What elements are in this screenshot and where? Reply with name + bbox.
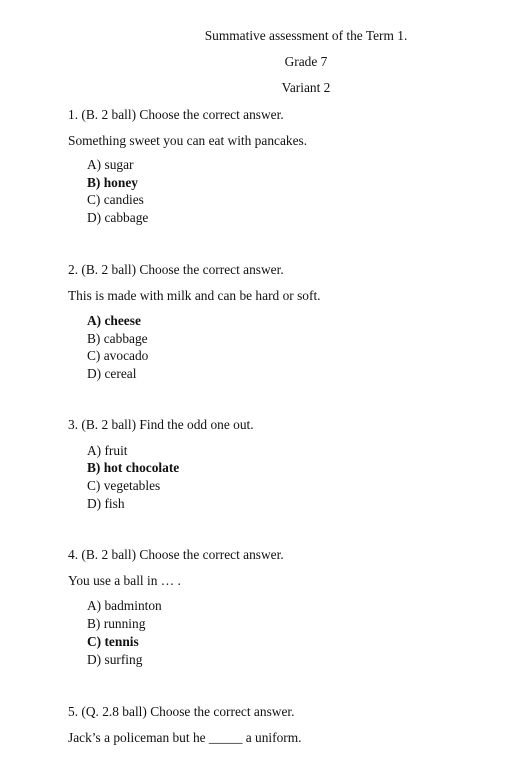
question-4-option-c: C) tennis bbox=[87, 634, 139, 649]
question-1-option-b: B) honey bbox=[87, 175, 138, 190]
question-4-prompt: 4. (B. 2 ball) Choose the correct answer. bbox=[68, 547, 284, 562]
question-5-prompt: 5. (Q. 2.8 ball) Choose the correct answer. bbox=[68, 704, 295, 719]
question-3-option-a: A) fruit bbox=[87, 443, 128, 458]
grade-label: Grade 7 bbox=[284, 54, 328, 69]
question-2-prompt: 2. (B. 2 ball) Choose the correct answer. bbox=[68, 262, 284, 277]
question-1-option-c: C) candies bbox=[87, 192, 144, 207]
question-3-prompt: 3. (B. 2 ball) Find the odd one out. bbox=[68, 417, 254, 432]
question-4-option-d: D) surfing bbox=[87, 652, 143, 667]
question-1-prompt: 1. (B. 2 ball) Choose the correct answer. bbox=[68, 107, 284, 122]
question-4-option-a: A) badminton bbox=[87, 598, 162, 613]
question-1-option-d: D) cabbage bbox=[87, 210, 149, 225]
question-5-stem: Jack’s a policeman but he _____ a uniform. bbox=[68, 730, 302, 745]
question-2-option-d: D) cereal bbox=[87, 366, 137, 381]
question-3-option-c: C) vegetables bbox=[87, 478, 161, 493]
question-4-stem: You use a ball in … . bbox=[68, 573, 181, 588]
variant-label: Variant 2 bbox=[281, 80, 331, 95]
question-2-stem: This is made with milk and can be hard or soft. bbox=[68, 288, 321, 303]
question-4-option-b: B) running bbox=[87, 616, 146, 631]
question-2-option-a: A) cheese bbox=[87, 313, 141, 328]
question-2-option-b: B) cabbage bbox=[87, 331, 148, 346]
question-1-stem: Something sweet you can eat with pancakes. bbox=[68, 133, 308, 148]
question-2-option-c: C) avocado bbox=[87, 348, 149, 363]
question-3-option-b: B) hot chocolate bbox=[87, 460, 180, 475]
question-3-option-d: D) fish bbox=[87, 496, 125, 511]
document-title: Summative assessment of the Term 1. bbox=[204, 28, 408, 43]
question-1-option-a: A) sugar bbox=[87, 157, 134, 172]
